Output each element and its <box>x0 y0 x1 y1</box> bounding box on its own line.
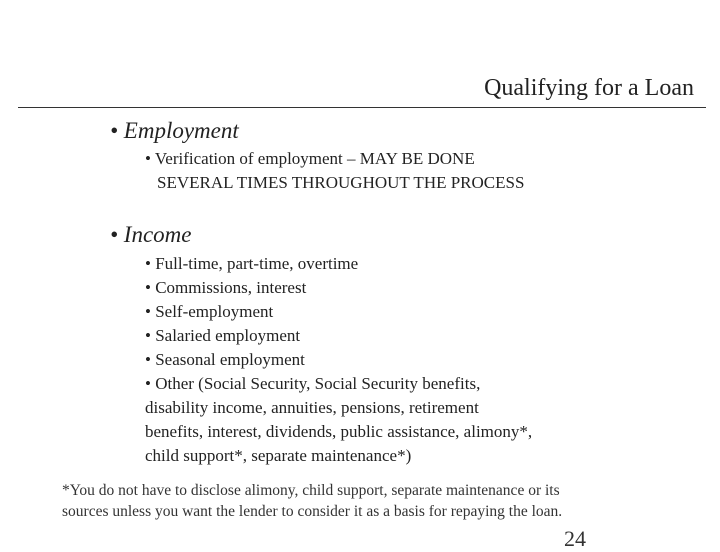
bullet-other-line-3: benefits, interest, dividends, public assistance, alimony*, <box>145 422 533 441</box>
footnote-line-1: *You do not have to disclose alimony, child support, separate maintenance or its <box>62 482 560 499</box>
page-number: 24 <box>564 526 586 551</box>
income-heading: • Income <box>110 222 192 247</box>
employment-heading: • Employment <box>110 118 239 143</box>
bullet-other-line-4: child support*, separate maintenance*) <box>145 446 412 465</box>
bullet-verification-of-employment <box>145 147 524 195</box>
bullet-other-line-2: disability income, annuities, pensions, retirement <box>145 398 479 417</box>
bullet-verification-line-2: SEVERAL TIMES THROUGHOUT THE PROCESS <box>157 173 525 192</box>
bullet-commissions: • Commissions, interest <box>145 278 307 297</box>
bullet-seasonal-employment: • Seasonal employment <box>145 350 305 369</box>
footnote <box>62 480 562 522</box>
employment-bullet-list <box>145 147 524 195</box>
bullet-salaried-employment: • Salaried employment <box>145 326 301 345</box>
bullet-verification-line-1: • Verification of employment – MAY BE DONE <box>145 149 475 168</box>
bullet-other-line-1: • Other (Social Security, Social Security benefits, <box>145 374 481 393</box>
bullet-fulltime: • Full-time, part-time, overtime <box>145 254 359 273</box>
income-bullet-list <box>145 252 532 468</box>
footnote-line-2: sources unless you want the lender to consider it as a basis for repaying the loan. <box>62 503 563 520</box>
title-divider <box>18 107 706 108</box>
bullet-other-income <box>145 372 532 468</box>
bullet-self-employment: • Self-employment <box>145 302 274 321</box>
slide-title: Qualifying for a Loan <box>484 75 694 101</box>
